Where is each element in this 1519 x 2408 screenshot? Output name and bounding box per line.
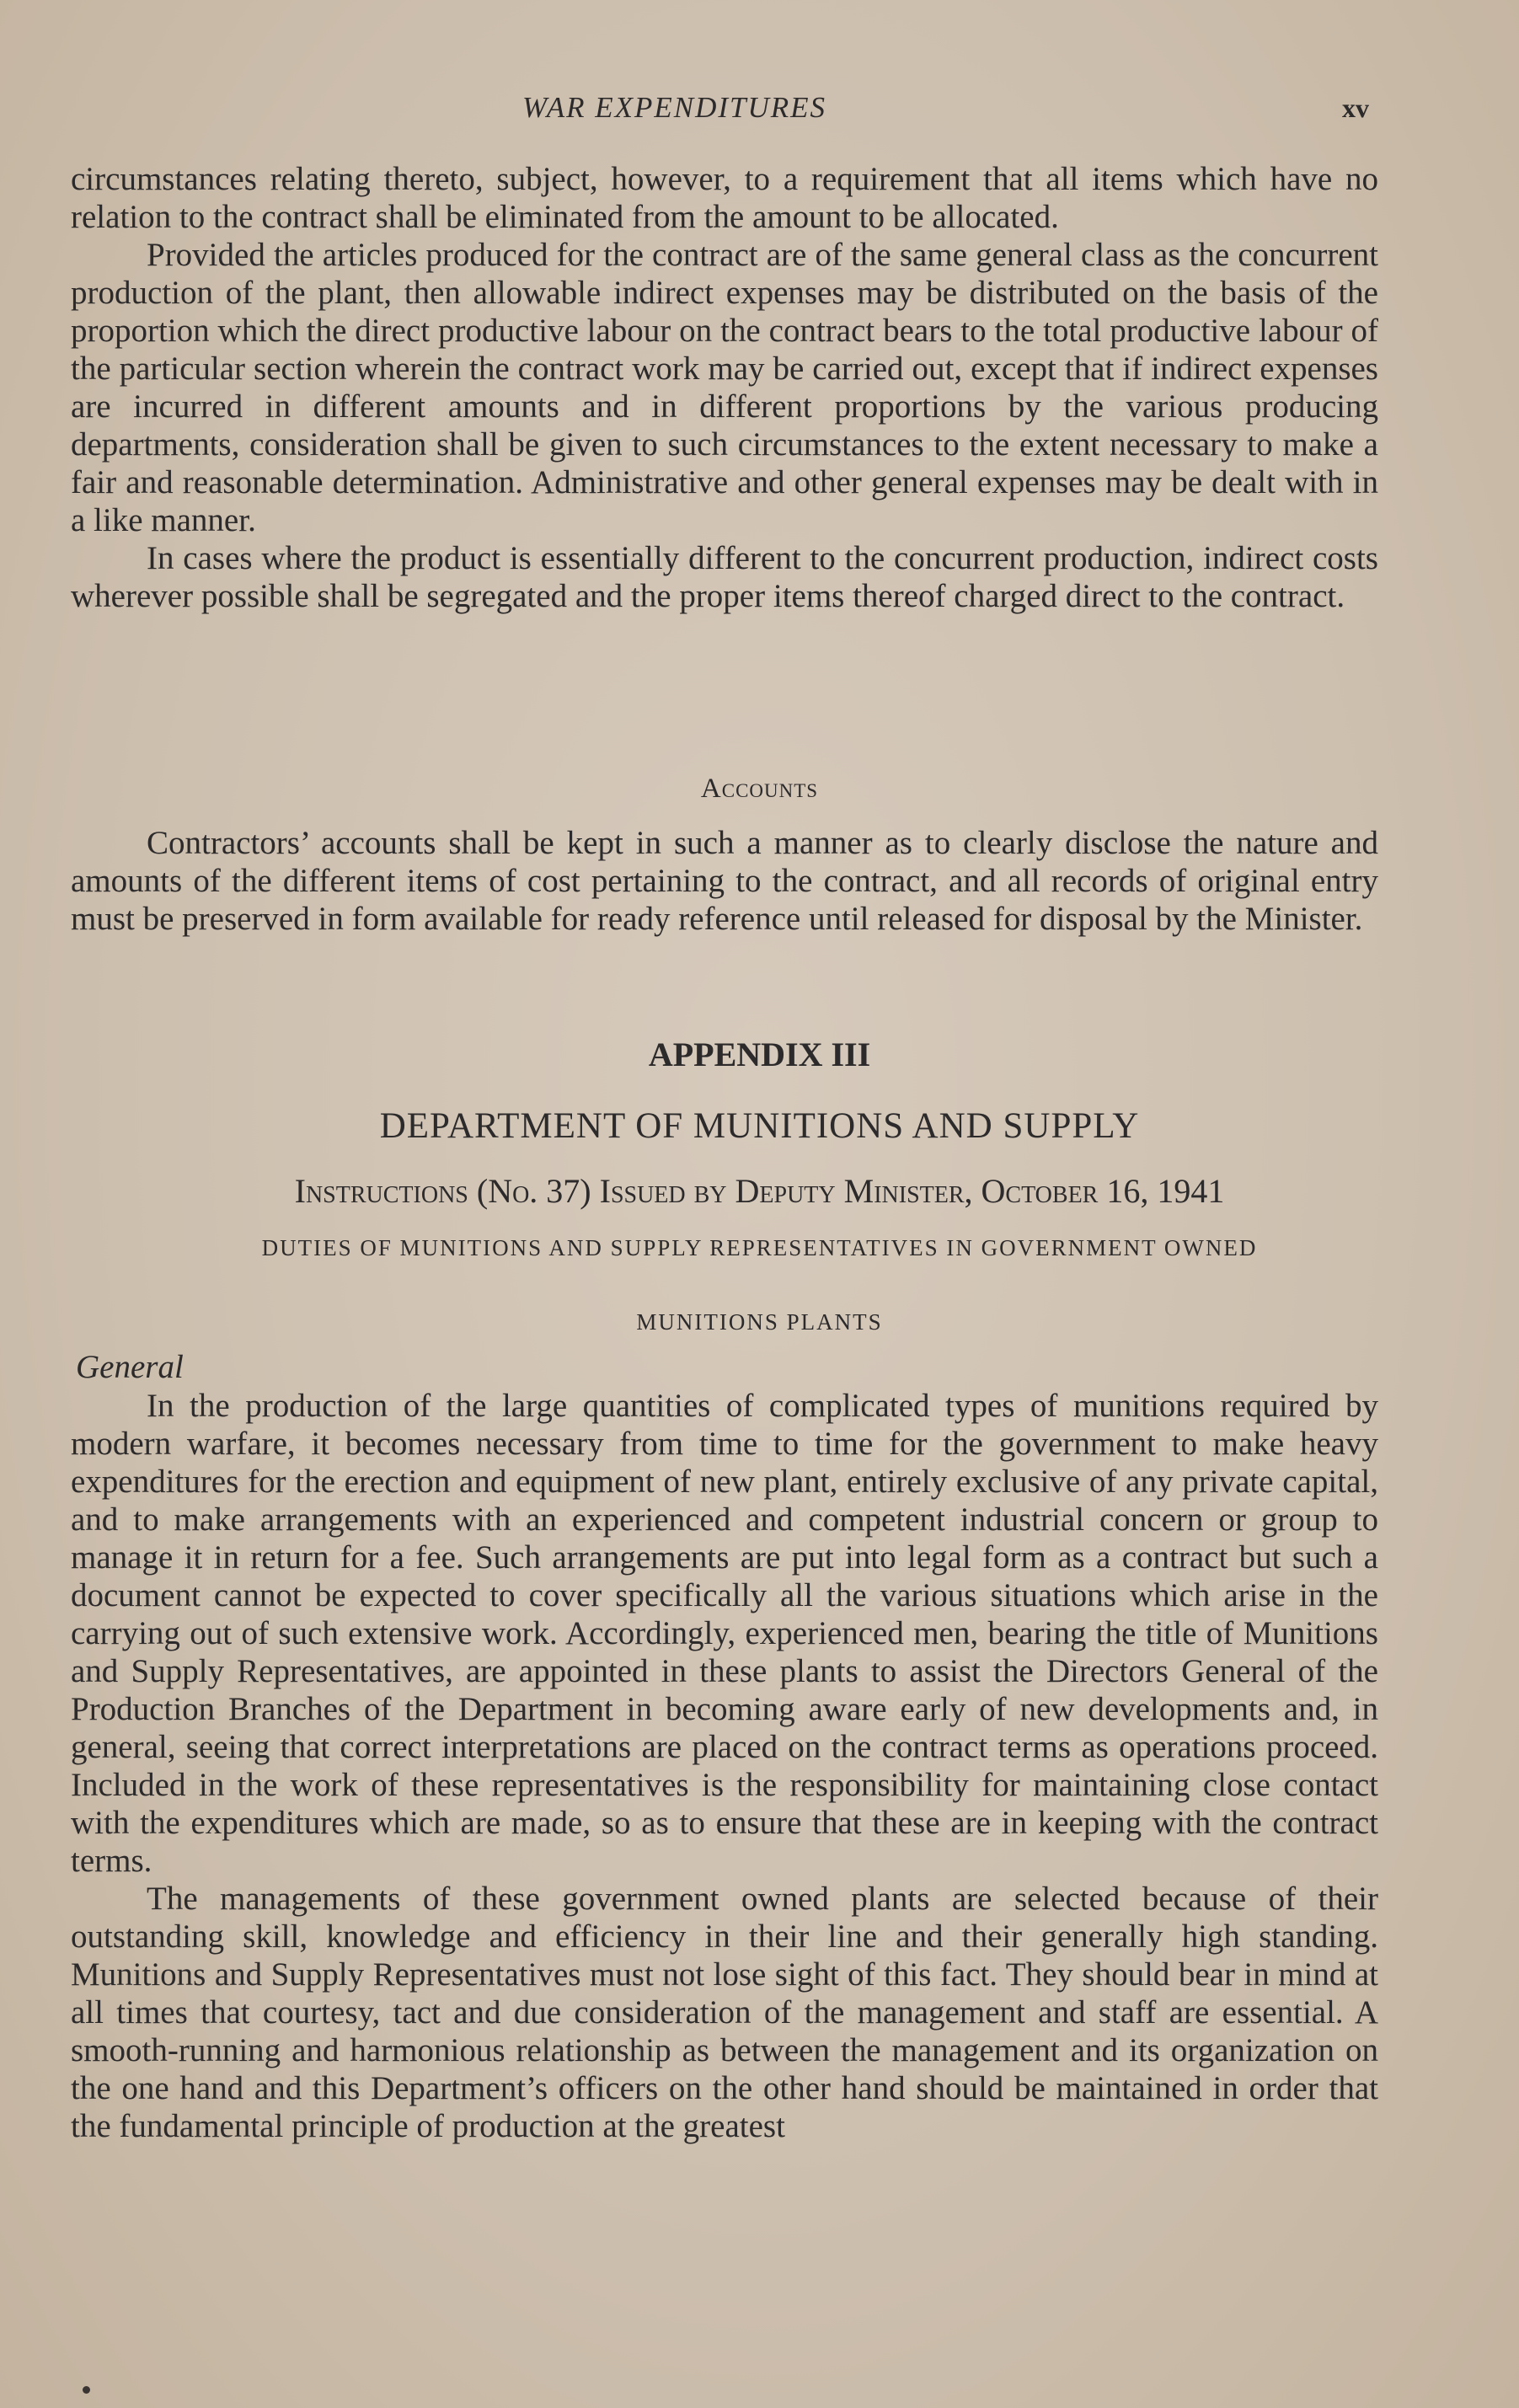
running-title: WAR EXPENDITURES	[522, 91, 827, 124]
general-subheading: General	[76, 1349, 184, 1385]
duties-heading-line-2: MUNITIONS PLANTS	[636, 1309, 883, 1335]
paragraph-continued: circumstances relating thereto, subject, however, to a requirement that all items which have no relation to the contract shall be eliminated from the amount to be allocated.	[71, 161, 1378, 235]
accounts-heading: Accounts	[700, 773, 819, 804]
paragraph-indirect-expenses: Provided the articles produced for the contract are of the same general class as the concurrent production of the plant, then allowable indirect expenses may be distributed on the basis of the proportion which the direct productive labour on the contract bears to the total productive labour of the particular section wherein the contract work may be carried out, except that if indirect expenses are incurred in different amounts and in different proportions by the various producing departments, consideration shall be given to such circumstances to the extent necessary to make a fair and reasonable determination. Administrative and other general expenses may be dealt with in a like manner.	[71, 237, 1378, 538]
department-title: DEPARTMENT OF MUNITIONS AND SUPPLY	[379, 1106, 1140, 1146]
appendix-title: APPENDIX III	[648, 1035, 871, 1073]
paragraph-different-product: In cases where the product is essentially different to the concurrent production, indirect costs wherever possible shall be segregated and the proper items thereof charged direct to the contract.	[71, 540, 1378, 614]
paragraph-accounts: Contractors’ accounts shall be kept in such a manner as to clearly disclose the nature and amounts of the different items of cost pertaining to the contract, and all records of original entry must be preserved in form available for ready reference until released for disposal by the Minister.	[71, 825, 1378, 937]
paragraph-general-1: In the production of the large quantities of complicated types of munitions required by modern warfare, it becomes necessary from time to time for the government to make heavy expenditures for the erection and equipment of new plant, entirely exclusive of any private capital, and to make arrangements with an experienced and competent industrial concern or group to manage it in return for a fee. Such arrangements are put into legal form as a contract but such a document cannot be expected to cover specifically all the various situations which arise in the carrying out of such extensive work. Accordingly, experienced men, bearing the title of Munitions and Supply Representatives, are appointed in these plants to assist the Directors General of the Production Branches of the Department in becoming aware early of new developments and, in general, seeing that correct interpretations are placed on the contract terms as operations proceed. Included in the work of these representatives is the responsibility for maintaining close contact with the expenditures which are made, so as to ensure that these are in keeping with the contract terms.	[71, 1388, 1378, 1879]
duties-heading-line-1: DUTIES OF MUNITIONS AND SUPPLY REPRESENTATIVES IN GOVERNMENT OWNED	[261, 1235, 1258, 1260]
instructions-line: Instructions (No. 37) Issued by Deputy Minister, October 16, 1941	[294, 1172, 1225, 1210]
page-header	[0, 91, 1519, 133]
continued-section	[71, 160, 1378, 615]
page-number: xv	[1342, 93, 1369, 123]
paper-speck	[83, 2386, 90, 2394]
paragraph-general-2: The managements of these government owned plants are selected because of their outstanding skill, knowledge and efficiency in their line and their generally high standing. Munitions and Supply Representatives must not lose sight of this fact. They should bear in mind at all times that courtesy, tact and due consideration of the management and staff are essential. A smooth-running and harmonious relationship as between the management and its organization on the one hand and this Department’s officers on the other hand should be maintained in order that the fundamental principle of production at the greatest	[71, 1881, 1378, 2144]
accounts-section	[71, 824, 1378, 938]
general-section	[71, 1387, 1378, 2145]
